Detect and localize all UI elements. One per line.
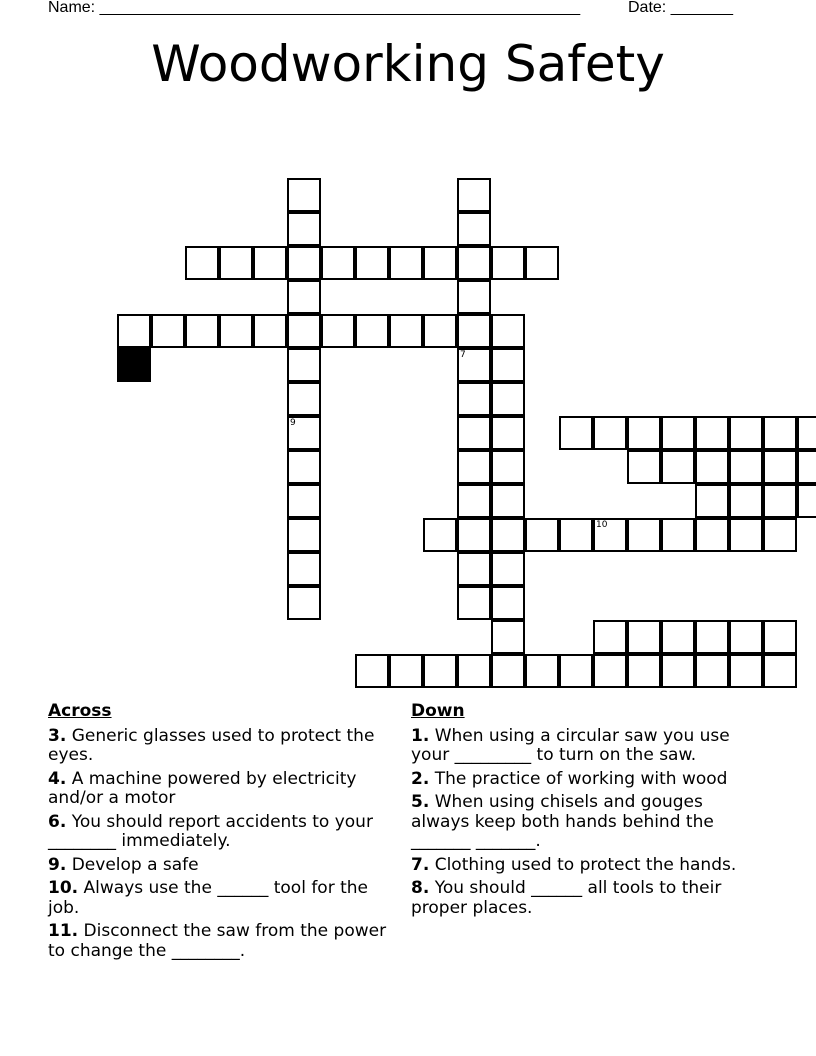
grid-cell[interactable] xyxy=(525,654,559,688)
grid-cell[interactable] xyxy=(457,178,491,212)
grid-cell[interactable] xyxy=(627,518,661,552)
grid-cell[interactable] xyxy=(797,416,816,450)
grid-cell[interactable] xyxy=(287,178,321,212)
clue-number: 4. xyxy=(48,768,67,789)
across-clue xyxy=(48,770,398,809)
grid-cell[interactable] xyxy=(287,518,321,552)
across-clue xyxy=(48,813,398,852)
grid-cell[interactable] xyxy=(661,654,695,688)
name-field-label: Name: ______________________________________________________ xyxy=(48,0,581,16)
down-clue xyxy=(411,727,756,766)
grid-cell[interactable] xyxy=(389,654,423,688)
grid-cell[interactable] xyxy=(321,314,355,348)
grid-cell[interactable] xyxy=(491,314,525,348)
grid-cell[interactable] xyxy=(457,246,491,280)
grid-cell[interactable] xyxy=(559,416,593,450)
clue-text: Clothing used to protect the hands. xyxy=(434,854,737,875)
down-clue xyxy=(411,879,756,918)
grid-cell[interactable] xyxy=(355,246,389,280)
clue-text: Disconnect the saw from the power to change the ________. xyxy=(48,921,387,961)
grid-cell[interactable] xyxy=(457,348,491,382)
clue-number: 8. xyxy=(411,878,430,898)
grid-cell[interactable] xyxy=(287,348,321,382)
grid-cell[interactable] xyxy=(491,654,525,688)
grid-cell[interactable] xyxy=(729,654,763,688)
grid-cell[interactable] xyxy=(695,654,729,688)
grid-cell[interactable] xyxy=(287,552,321,586)
grid-cell[interactable] xyxy=(287,212,321,246)
grid-cell[interactable] xyxy=(355,314,389,348)
blocked-cell xyxy=(117,348,151,382)
grid-cell[interactable] xyxy=(457,314,491,348)
clue-number-label: 9 xyxy=(290,418,296,428)
grid-cell[interactable] xyxy=(321,246,355,280)
clue-number: 11. xyxy=(48,921,79,941)
grid-cell[interactable] xyxy=(491,450,525,484)
grid-cell[interactable] xyxy=(389,246,423,280)
grid-cell[interactable] xyxy=(491,552,525,586)
grid-cell[interactable] xyxy=(355,654,389,688)
grid-cell[interactable] xyxy=(797,450,816,484)
across-heading: Across xyxy=(48,701,112,721)
grid-cell[interactable] xyxy=(559,518,593,552)
grid-cell[interactable] xyxy=(287,382,321,416)
grid-cell[interactable] xyxy=(491,246,525,280)
grid-cell[interactable] xyxy=(423,518,457,552)
across-clue xyxy=(48,727,398,766)
page-title: Woodworking Safety xyxy=(151,35,665,93)
clue-number: 1. xyxy=(411,725,430,746)
grid-cell[interactable] xyxy=(729,518,763,552)
grid-cell[interactable] xyxy=(457,212,491,246)
grid-cell[interactable] xyxy=(219,246,253,280)
grid-cell[interactable] xyxy=(661,450,695,484)
across-clues xyxy=(48,702,398,965)
clue-number: 7. xyxy=(411,854,430,875)
grid-cell[interactable] xyxy=(729,450,763,484)
grid-cell[interactable] xyxy=(457,586,491,620)
grid-cell[interactable] xyxy=(695,416,729,450)
grid-cell[interactable] xyxy=(661,416,695,450)
grid-cell[interactable] xyxy=(287,314,321,348)
down-heading: Down xyxy=(411,701,465,721)
grid-cell[interactable] xyxy=(185,314,219,348)
clue-number-label: 10 xyxy=(596,520,608,530)
grid-cell[interactable] xyxy=(695,620,729,654)
grid-cell[interactable] xyxy=(491,620,525,654)
grid-cell[interactable] xyxy=(729,416,763,450)
grid-cell[interactable] xyxy=(457,654,491,688)
grid-cell[interactable] xyxy=(491,416,525,450)
grid-cell[interactable] xyxy=(559,654,593,688)
clue-text: When using a circular saw you use your _________ to turn on the saw. xyxy=(411,725,730,765)
grid-cell[interactable] xyxy=(287,280,321,314)
grid-cell[interactable] xyxy=(287,450,321,484)
grid-cell[interactable] xyxy=(593,518,627,552)
grid-cell[interactable] xyxy=(219,314,253,348)
grid-cell[interactable] xyxy=(763,416,797,450)
grid-cell[interactable] xyxy=(627,416,661,450)
clue-number: 9. xyxy=(48,854,67,875)
grid-cell[interactable] xyxy=(457,518,491,552)
grid-cell[interactable] xyxy=(695,518,729,552)
clue-number: 3. xyxy=(48,725,67,746)
clue-text: A machine powered by electricity and/or a motor xyxy=(48,768,357,808)
date-field-label: Date: _______ xyxy=(628,0,733,16)
grid-cell[interactable] xyxy=(763,620,797,654)
grid-cell[interactable] xyxy=(253,314,287,348)
grid-cell[interactable] xyxy=(763,484,797,518)
grid-cell[interactable] xyxy=(117,314,151,348)
clue-text: Always use the ______ tool for the job. xyxy=(48,878,368,918)
clue-number: 6. xyxy=(48,811,67,832)
clue-text: The practice of working with wood xyxy=(434,768,728,789)
grid-cell[interactable] xyxy=(593,654,627,688)
clue-text: Develop a safe xyxy=(71,854,199,875)
clue-number: 5. xyxy=(411,792,430,812)
grid-cell[interactable] xyxy=(729,620,763,654)
grid-cell[interactable] xyxy=(457,552,491,586)
clue-text: You should ______ all tools to their proper places. xyxy=(411,878,722,918)
grid-cell[interactable] xyxy=(627,450,661,484)
grid-cell[interactable] xyxy=(457,280,491,314)
grid-cell[interactable] xyxy=(763,518,797,552)
grid-cell[interactable] xyxy=(491,382,525,416)
grid-cell[interactable] xyxy=(287,586,321,620)
grid-cell[interactable] xyxy=(389,314,423,348)
down-clue xyxy=(411,770,756,790)
grid-cell[interactable] xyxy=(695,450,729,484)
grid-cell[interactable] xyxy=(491,518,525,552)
clue-text: When using chisels and gouges always keep both hands behind the _______ _______. xyxy=(411,792,714,851)
grid-cell[interactable] xyxy=(695,484,729,518)
clue-number: 10. xyxy=(48,878,79,898)
grid-cell[interactable] xyxy=(151,314,185,348)
grid-cell[interactable] xyxy=(423,246,457,280)
across-clue xyxy=(48,879,398,918)
grid-cell[interactable] xyxy=(627,620,661,654)
grid-cell[interactable] xyxy=(729,484,763,518)
grid-cell[interactable] xyxy=(797,484,816,518)
grid-cell[interactable] xyxy=(491,484,525,518)
grid-cell[interactable] xyxy=(253,246,287,280)
clue-number-label: 7 xyxy=(460,350,466,360)
down-clues xyxy=(411,702,756,922)
grid-cell[interactable] xyxy=(593,416,627,450)
grid-cell[interactable] xyxy=(491,348,525,382)
grid-cell[interactable] xyxy=(525,246,559,280)
grid-cell[interactable] xyxy=(457,484,491,518)
across-clue xyxy=(48,856,398,876)
grid-cell[interactable] xyxy=(763,450,797,484)
grid-cell[interactable] xyxy=(457,416,491,450)
grid-cell[interactable] xyxy=(287,484,321,518)
grid-cell[interactable] xyxy=(763,654,797,688)
grid-cell[interactable] xyxy=(287,416,321,450)
clue-number: 2. xyxy=(411,768,430,789)
clue-text: Generic glasses used to protect the eyes. xyxy=(48,725,375,765)
clue-text: You should report accidents to your ________ immediately. xyxy=(48,811,373,851)
grid-cell[interactable] xyxy=(593,620,627,654)
grid-cell[interactable] xyxy=(423,314,457,348)
grid-cell[interactable] xyxy=(661,518,695,552)
down-clue xyxy=(411,793,756,852)
grid-cell[interactable] xyxy=(525,518,559,552)
grid-cell[interactable] xyxy=(185,246,219,280)
grid-cell[interactable] xyxy=(627,654,661,688)
grid-cell[interactable] xyxy=(457,450,491,484)
grid-cell[interactable] xyxy=(287,246,321,280)
grid-cell[interactable] xyxy=(661,620,695,654)
down-clue xyxy=(411,856,756,876)
grid-cell[interactable] xyxy=(423,654,457,688)
across-clue xyxy=(48,922,398,961)
grid-cell[interactable] xyxy=(457,382,491,416)
grid-cell[interactable] xyxy=(491,586,525,620)
